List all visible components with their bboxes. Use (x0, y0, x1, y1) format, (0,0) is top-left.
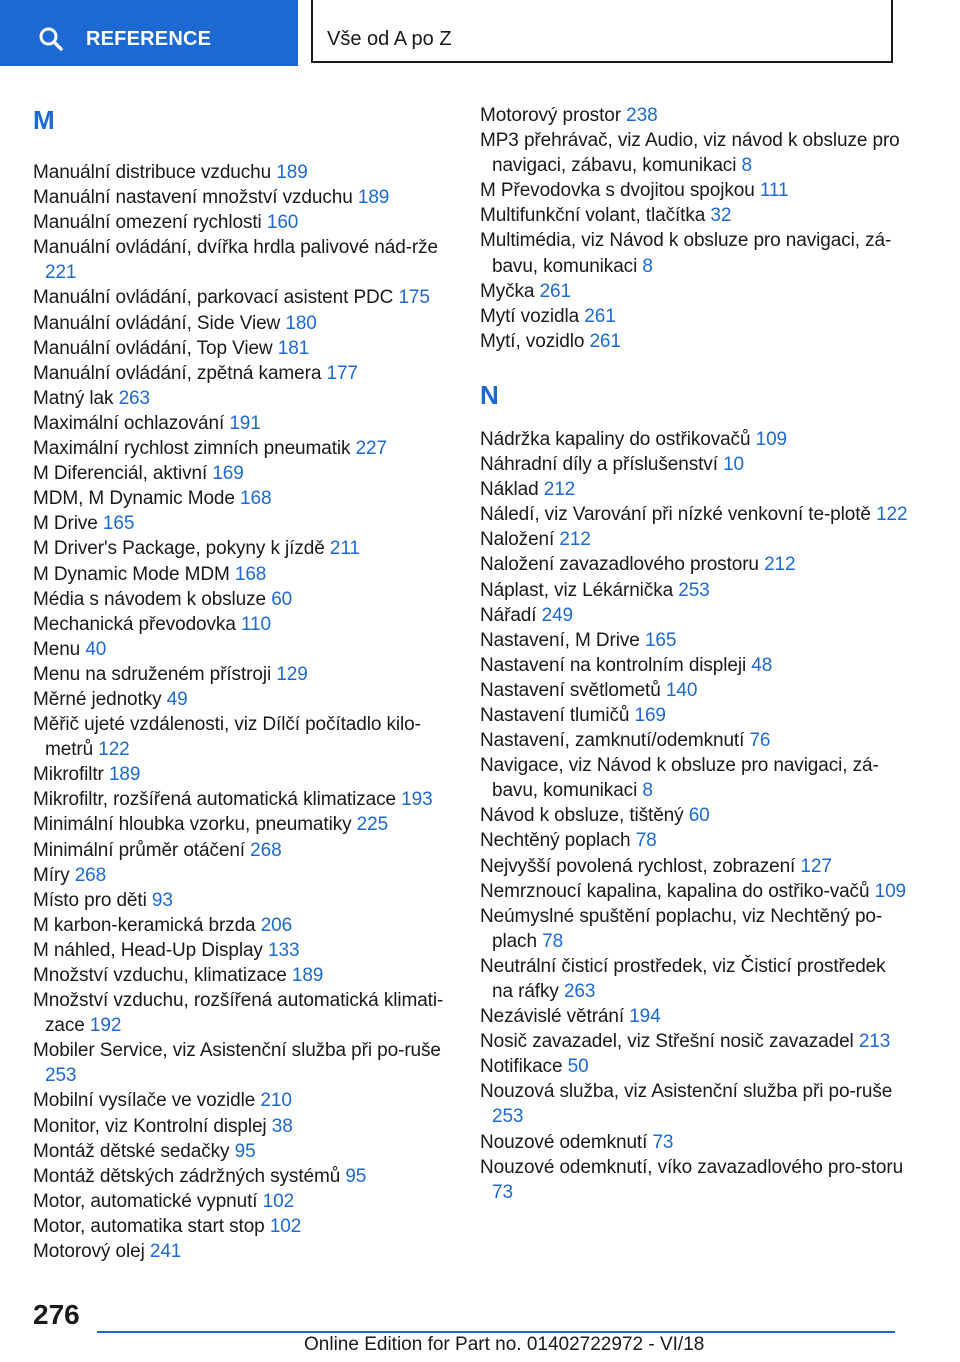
index-entry (33, 938, 453, 963)
index-entry-text: Náplast, viz Lékárnička (480, 579, 679, 601)
index-entry-text: M karbon-keramická brzda (33, 914, 261, 936)
index-entry-text: Měřič ujeté vzdálenosti, viz Dílčí počítadlo kilo‐metrů (33, 714, 421, 761)
index-entry-text: Manuální ovládání, dvířka hrdla palivové nád‐rže (33, 237, 438, 259)
index-entry (33, 311, 453, 336)
index-entry-text: Maximální rychlost zimních pneumatik (33, 438, 356, 460)
index-entry-text: Nechtěný poplach (480, 830, 636, 852)
page-reference-link[interactable]: 160 (266, 212, 299, 234)
index-entry-text: M Diferenciál, aktivní (33, 463, 213, 485)
index-entry (33, 185, 453, 210)
index-entry (33, 436, 453, 461)
page-reference-link[interactable]: 111 (759, 180, 789, 202)
index-entry-text: Motor, automatika start stop (33, 1215, 270, 1237)
page-reference-link[interactable]: 60 (688, 805, 710, 827)
index-entry (480, 803, 910, 828)
index-entry (480, 1054, 910, 1079)
index-entry-text: Manuální ovládání, parkovací asistent PDC (33, 287, 399, 309)
index-entry (480, 678, 910, 703)
index-entry-text: Multifunkční volant, tlačítka (480, 205, 711, 227)
index-entry (33, 888, 453, 913)
index-entry-text: Manuální distribuce vzduchu (33, 162, 277, 183)
index-entry-text: Minimální průměr otáčení (33, 839, 251, 861)
index-entry-text: Navigace, viz Návod k obsluze pro navigaci, zá‐bavu, komunikaci (480, 755, 879, 802)
index-entry-text: Menu na sdruženém přístroji (33, 663, 277, 685)
page-reference-link[interactable]: 212 (559, 529, 591, 551)
index-entry (480, 879, 910, 904)
page-reference-link[interactable]: 212 (764, 554, 796, 576)
page-number: 276 (33, 1299, 80, 1330)
page-reference-link[interactable]: 263 (563, 981, 596, 1002)
page-reference-link[interactable]: 227 (355, 438, 387, 460)
section-letter-n: N (480, 379, 499, 410)
index-entry (33, 662, 453, 687)
breadcrumb-text: Vše od A po Z (327, 28, 452, 50)
index-entry (480, 228, 910, 278)
index-entry-text: Množství vzduchu, rozšířená automatická klimati‐zace (33, 990, 444, 1037)
index-entry (480, 477, 910, 502)
index-entry (33, 461, 453, 486)
index-entry-text: M Driver's Package, pokyny k jízdě (33, 538, 330, 560)
index-entry-text: Manuální ovládání, Side View (33, 312, 286, 334)
section-letter-m: M (33, 105, 55, 135)
index-entry-text: Návod k obsluze, tištěný (480, 805, 689, 827)
reference-tab-label: REFERENCE (86, 28, 212, 50)
index-entry (33, 1038, 453, 1088)
index-entry-text: Mobiler Service, viz Asistenční služba při po‐ruše (33, 1040, 441, 1062)
page-reference-link[interactable]: 268 (250, 839, 282, 861)
index-entry-text: Nastavení světlometů (480, 679, 666, 701)
page-reference-link[interactable]: 189 (108, 764, 141, 786)
index-entry-text: Nastavení, M Drive (480, 629, 645, 651)
index-entry (33, 210, 453, 235)
page-reference-link[interactable]: 261 (589, 330, 621, 352)
breadcrumb (311, 0, 893, 63)
index-entry (33, 963, 453, 988)
index-entry (33, 411, 453, 436)
index-entry (480, 128, 910, 178)
page-reference-link[interactable]: 165 (102, 513, 135, 535)
index-entry (33, 612, 453, 637)
page-reference-link[interactable]: 102 (269, 1215, 302, 1237)
index-entry-text: Montáž dětských zádržných systémů (33, 1165, 346, 1187)
index-entry-text: Míry (33, 864, 75, 886)
index-entry (33, 361, 453, 386)
index-entry-text: Manuální nastavení množství vzduchu (33, 187, 358, 209)
index-entry (480, 304, 910, 329)
index-entry (33, 1088, 453, 1113)
page-reference-link[interactable]: 192 (89, 1015, 122, 1037)
index-entry (33, 336, 453, 361)
index-entry-text: Mytí vozidla (480, 305, 585, 327)
page-reference-link[interactable]: 78 (635, 830, 657, 852)
index-entry-text: Mytí, vozidlo (480, 330, 590, 352)
index-entry (480, 578, 910, 603)
index-entry-text: Nastavení na kontrolním displeji (480, 654, 752, 676)
index-entry (33, 1214, 453, 1239)
index-entry (480, 103, 910, 128)
index-entry (33, 1164, 453, 1189)
index-entry (480, 628, 910, 653)
index-entry (480, 552, 910, 577)
page-reference-link[interactable]: 189 (357, 187, 390, 209)
page-reference-link[interactable]: 221 (45, 262, 77, 284)
index-entry-text: Nosič zavazadel, viz Střešní nosič zavazadel (480, 1031, 859, 1053)
page-reference-link[interactable]: 50 (567, 1056, 589, 1078)
index-entry (480, 854, 910, 879)
index-entry (33, 812, 453, 837)
page-reference-link[interactable]: 191 (229, 412, 261, 434)
page-reference-link[interactable]: 32 (710, 205, 732, 227)
index-entry (480, 603, 910, 628)
index-entry-text: M Převodovka s dvojitou spojkou (480, 180, 760, 202)
index-entry (480, 279, 910, 304)
page-reference-link[interactable]: 38 (271, 1115, 293, 1137)
index-entry (33, 762, 453, 787)
index-entry-text: Množství vzduchu, klimatizace (33, 965, 292, 986)
page-reference-link[interactable]: 168 (240, 488, 272, 510)
index-entry-text: Nářadí (480, 604, 542, 626)
index-column-left (33, 100, 453, 1264)
page-reference-link[interactable]: 189 (276, 162, 308, 183)
page-reference-link[interactable]: 48 (751, 654, 773, 676)
index-entry-text: Menu (33, 638, 86, 660)
page-reference-link[interactable]: 206 (260, 914, 293, 936)
index-entry (480, 1155, 910, 1205)
index-entry (33, 1189, 453, 1214)
index-entry-text: Nádržka kapaliny do ostřikovačů (480, 428, 756, 450)
index-entry (33, 863, 453, 888)
index-entry-text: Naložení zavazadlového prostoru (480, 554, 765, 576)
index-entry-text: Nejvyšší povolená rychlost, zobrazení (480, 855, 801, 877)
index-entry-text: M Drive (33, 513, 103, 535)
index-entry-text: Notifikace (480, 1056, 568, 1078)
index-entry-text: Minimální hloubka vzorku, pneumatiky (33, 814, 357, 836)
page-reference-link[interactable]: 60 (271, 588, 293, 610)
index-entry-text: Nouzové odemknutí, víko zavazadlového pro‐storu (480, 1156, 904, 1178)
index-entry (480, 828, 910, 853)
page-reference-link[interactable]: 261 (539, 280, 571, 302)
index-entry-text: Multimédia, viz Návod k obsluze pro navigaci, zá‐bavu, komunikaci (480, 230, 892, 277)
page-reference-link[interactable]: 249 (541, 604, 574, 626)
page-reference-link[interactable]: 49 (166, 688, 188, 710)
index-entry (480, 1029, 910, 1054)
index-entry-text: Náledí, viz Varování při nízké venkovní te‐plotě (480, 504, 877, 526)
index-entry-text: Motor, automatické vypnutí (33, 1190, 263, 1212)
index-entry-text: Maximální ochlazování (33, 412, 230, 434)
index-column-right (480, 103, 910, 1205)
footer-edition: Online Edition for Part no. 01402722972 - VI/18 (304, 1334, 705, 1355)
page-reference-link[interactable]: 8 (642, 780, 653, 802)
page-reference-link[interactable]: 165 (644, 629, 677, 651)
index-entry (480, 1130, 910, 1155)
index-entry (480, 954, 910, 1004)
page-reference-link[interactable]: 93 (151, 889, 173, 911)
index-entry (480, 1079, 910, 1129)
index-entry-text: Média s návodem k obsluze (33, 588, 272, 610)
reference-tab[interactable] (0, 0, 298, 66)
index-entry-text: Monitor, viz Kontrolní displej (33, 1115, 272, 1137)
index-entry-text: M Dynamic Mode MDM (33, 563, 235, 585)
index-entry (33, 486, 453, 511)
page-reference-link[interactable]: 263 (118, 387, 150, 409)
page-reference-link[interactable]: 177 (326, 362, 358, 384)
index-entry (480, 703, 910, 728)
index-entry-text: Nouzová služba, viz Asistenční služba při po‐ruše (480, 1081, 893, 1103)
page-reference-link[interactable]: 127 (800, 855, 832, 877)
page-reference-link[interactable]: 211 (329, 538, 360, 560)
index-entry-text: Neúmyslné spuštění poplachu, viz Nechtěný po‐plach (480, 905, 883, 952)
index-entry (33, 562, 453, 587)
index-entry (33, 838, 453, 863)
index-entry (33, 712, 453, 762)
page-reference-link[interactable]: 169 (634, 704, 666, 726)
index-entry (33, 637, 453, 662)
index-entry-text: Myčka (480, 280, 540, 302)
header (0, 0, 960, 66)
index-entry-text: Manuální ovládání, zpětná kamera (33, 362, 327, 384)
page-reference-link[interactable]: 181 (277, 337, 310, 359)
index-entry (33, 285, 453, 310)
index-entry-text: Naložení (480, 529, 560, 551)
page-reference-link[interactable]: 168 (234, 563, 267, 585)
page-reference-link[interactable]: 212 (543, 479, 576, 501)
page-reference-link[interactable]: 189 (291, 965, 324, 986)
page-reference-link[interactable]: 241 (149, 1241, 182, 1263)
index-entry-text: Mechanická převodovka (33, 613, 241, 635)
page-reference-link[interactable]: 194 (629, 1006, 661, 1028)
index-entry (33, 160, 453, 185)
index-entry (33, 511, 453, 536)
page-reference-link[interactable]: 140 (665, 679, 698, 701)
page-reference-link[interactable]: 76 (749, 730, 771, 752)
index-entry (480, 753, 910, 803)
index-entry-text: MP3 přehrávač, viz Audio, viz návod k obsluze pro navigaci, zábavu, komunikaci (480, 130, 900, 177)
index-list-m-continued (480, 103, 910, 354)
page-reference-link[interactable]: 129 (276, 663, 308, 685)
index-entry-text: Matný lak (33, 387, 119, 409)
index-entry (33, 386, 453, 411)
index-entry-text: Manuální omezení rychlosti (33, 212, 267, 234)
index-entry (33, 1139, 453, 1164)
index-entry-text: Náhradní díly a příslušenství (480, 454, 724, 476)
page-reference-link[interactable]: 133 (268, 939, 300, 961)
page-reference-link[interactable]: 8 (642, 255, 653, 277)
page-reference-link[interactable]: 169 (212, 463, 244, 485)
index-list-n (480, 427, 910, 1205)
page-reference-link[interactable]: 10 (723, 454, 745, 476)
index-entry-text: Nouzové odemknutí (480, 1131, 653, 1153)
page-reference-link[interactable]: 238 (626, 105, 658, 126)
index-list-m (33, 160, 453, 1264)
page-reference-link[interactable]: 261 (584, 305, 616, 327)
index-entry-text: Mikrofiltr (33, 764, 109, 786)
page-reference-link[interactable]: 109 (874, 880, 907, 902)
page-reference-link[interactable]: 110 (240, 613, 271, 635)
index-entry (33, 687, 453, 712)
index-entry (480, 452, 910, 477)
index-entry-text: Místo pro děti (33, 889, 152, 911)
index-entry (480, 653, 910, 678)
index-entry (480, 904, 910, 954)
page-reference-link[interactable]: 73 (492, 1181, 513, 1203)
index-entry-text: Mikrofiltr, rozšířená automatická klimatizace (33, 789, 402, 811)
page-reference-link[interactable]: 40 (85, 638, 107, 660)
index-entry (33, 235, 453, 285)
index-entry (480, 502, 910, 527)
page-reference-link[interactable]: 268 (74, 864, 107, 886)
index-entry-text: MDM, M Dynamic Mode (33, 488, 241, 510)
page-reference-link[interactable]: 95 (234, 1140, 256, 1162)
page-reference-link[interactable]: 210 (260, 1090, 292, 1112)
page-reference-link[interactable]: 122 (876, 504, 908, 526)
index-entry (480, 527, 910, 552)
page-reference-link[interactable]: 122 (98, 739, 130, 761)
page-reference-link[interactable]: 253 (492, 1106, 524, 1128)
page-reference-link[interactable]: 253 (45, 1065, 77, 1087)
page-reference-link[interactable]: 175 (398, 287, 430, 309)
index-entry (33, 1239, 453, 1264)
page-reference-link[interactable]: 102 (262, 1190, 295, 1212)
index-entry-text: Montáž dětské sedačky (33, 1140, 235, 1162)
index-entry-text: Mobilní vysílače ve vozidle (33, 1090, 261, 1112)
page-reference-link[interactable]: 180 (285, 312, 317, 334)
page-reference-link[interactable]: 95 (345, 1165, 367, 1187)
search-icon (38, 26, 64, 52)
index-entry-text: Motorový prostor (480, 105, 627, 126)
page-reference-link[interactable]: 109 (755, 428, 788, 450)
index-entry-text: Nastavení tlumičů (480, 704, 635, 726)
index-entry (480, 728, 910, 753)
index-entry (33, 536, 453, 561)
index-entry (480, 1004, 910, 1029)
index-entry (33, 988, 453, 1038)
index-entry (33, 587, 453, 612)
page-reference-link[interactable]: 225 (356, 814, 389, 836)
index-entry-text: Motorový olej (33, 1241, 150, 1263)
page-reference-link[interactable]: 193 (401, 789, 433, 811)
index-entry-text: Nastavení, zamknutí/odemknutí (480, 730, 750, 752)
index-entry (33, 787, 453, 812)
index-entry (33, 1114, 453, 1139)
index-entry-text: Měrné jednotky (33, 688, 167, 710)
index-entry (480, 178, 910, 203)
index-entry-text: Nezávislé větrání (480, 1006, 630, 1028)
page-reference-link[interactable]: 78 (542, 930, 564, 952)
page-reference-link[interactable]: 8 (741, 155, 752, 177)
index-entry (480, 329, 910, 354)
index-entry-text: Náklad (480, 479, 544, 501)
page-reference-link[interactable]: 73 (652, 1131, 674, 1153)
index-entry-text: Nemrznoucí kapalina, kapalina do ostřiko‐vačů (480, 880, 875, 902)
index-entry-text: Neutrální čisticí prostředek, viz Čisticí prostředek na ráfky (480, 955, 886, 1002)
index-entry-text: M náhled, Head-Up Display (33, 939, 269, 961)
index-entry (480, 427, 910, 452)
footer-divider (97, 1331, 895, 1333)
index-entry-text: Manuální ovládání, Top View (33, 337, 278, 359)
page-reference-link[interactable]: 213 (858, 1031, 891, 1053)
index-entry (33, 913, 453, 938)
page-reference-link[interactable]: 253 (678, 579, 710, 601)
index-entry (480, 203, 910, 228)
